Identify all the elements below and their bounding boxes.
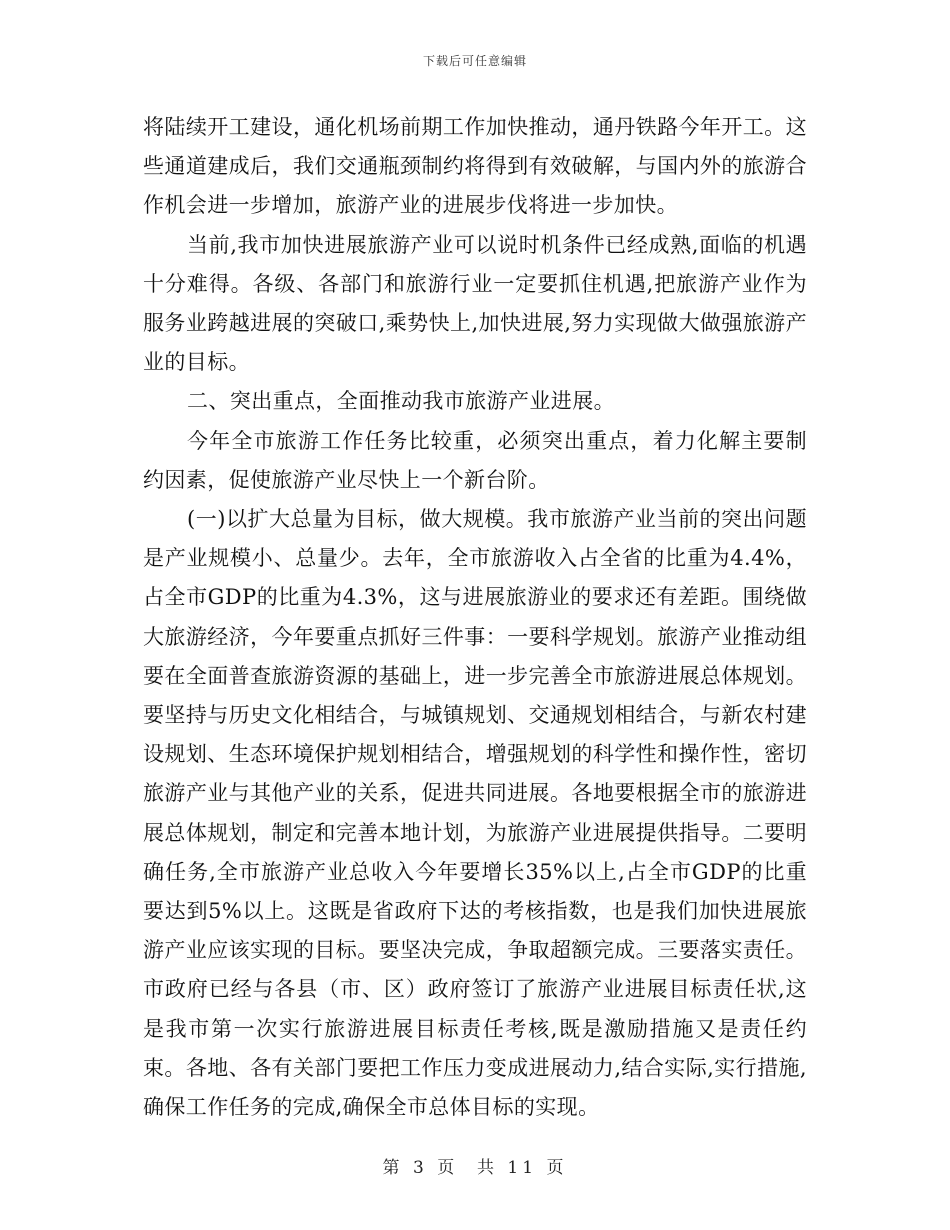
total-page-count: 11 [507, 1158, 538, 1178]
current-page-number: 3 [412, 1158, 428, 1178]
paragraph-2: 当前,我市加快进展旅游产业可以说时机条件已经成熟,面临的机遇十分难得。各级、各部门和旅游行业一定要抓住机遇,把旅游产业作为服务业跨越进展的突破口,乘势快上,加快进展,努力实现做大做强旅游产业的目标。 [143, 232, 807, 375]
section-heading: 二、突出重点，全面推动我市旅游产业进展。 [187, 389, 615, 414]
document-body [143, 108, 807, 1127]
footer-middle: 页 共 [437, 1158, 498, 1178]
page-number-footer [0, 1153, 950, 1178]
paragraph-1: 将陆续开工建设，通化机场前期工作加快推动，通丹铁路今年开工。这些通道建成后，我们交通瓶颈制约将得到有效破解，与国内外的旅游合作机会进一步增加，旅游产业的进展步伐将进一步加快。 [143, 115, 807, 218]
page-header: 下载后可任意编辑 [422, 54, 527, 68]
paragraph-4: (一)以扩大总量为目标，做大规模。我市旅游产业当前的突出问题是产业规模小、总量少。去年，全市旅游收入占全省的比重为4.4%，占全市GDP的比重为4.3%，这与进展旅游业的要求还有差距。围绕做大旅游经济，今年要重点抓好三件事：一要科学规划。旅游产业推动组要在全面普查旅游资源的基础上，进一步完善全市旅游进展总体规划。要坚持与历史文化相结合，与城镇规划、交通规划相结合，与新农村建设规划、生态环境保护规划相结合，增强规划的科学性和操作性，密切旅游产业与其他产业的关系，促进共同进展。各地要根据全市的旅游进展总体规划，制定和完善本地计划，为旅游产业进展提供指导。二要明确任务,全市旅游产业总收入今年要增长35%以上,占全市GDP的比重要达到5%以上。这既是省政府下达的考核指数，也是我们加快进展旅游产业应该实现的目标。要坚决完成，争取超额完成。三要落实责任。市政府已经与各县（市、区）政府签订了旅游产业进展目标责任状,这是我市第一次实行旅游进展目标责任考核,既是激励措施又是责任约束。各地、各有关部门要把工作压力变成进展动力,结合实际,实行措施,确保工作任务的完成,确保全市总体目标的实现。 [143, 507, 807, 1120]
footer-suffix: 页 [546, 1158, 568, 1178]
paragraph-3: 今年全市旅游工作任务比较重，必须突出重点，着力化解主要制约因素，促使旅游产业尽快上一个新台阶。 [143, 428, 807, 492]
footer-prefix: 第 [382, 1158, 404, 1178]
